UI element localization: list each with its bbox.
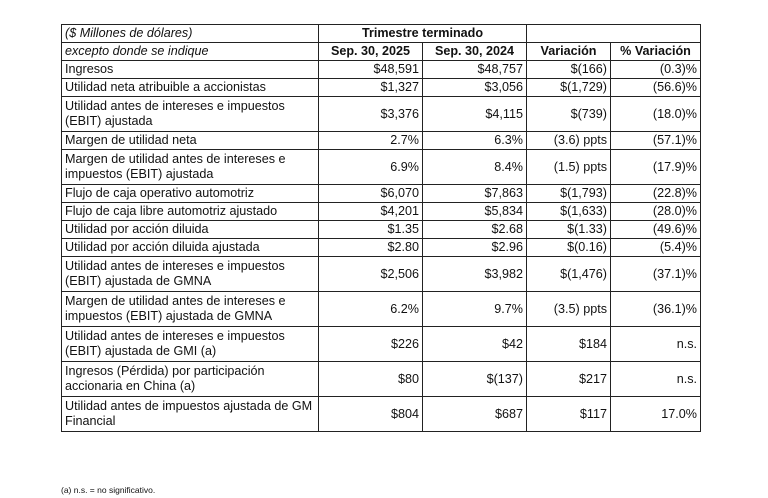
table-row — [62, 239, 701, 257]
value-variation: $(166) — [527, 61, 611, 79]
value-2025: $804 — [319, 397, 423, 432]
value-2024: $2.68 — [423, 221, 527, 239]
units-line-2: excepto donde se indique — [62, 43, 319, 61]
row-label: Utilidad antes de intereses e impuestos (EBIT) ajustada de GMI (a) — [62, 327, 319, 362]
table-row — [62, 362, 701, 397]
value-2024: $48,757 — [423, 61, 527, 79]
value-variation: (3.6) ppts — [527, 132, 611, 150]
table-row — [62, 61, 701, 79]
value-2025: $226 — [319, 327, 423, 362]
value-variation: $(1,633) — [527, 203, 611, 221]
value-variation: (1.5) ppts — [527, 150, 611, 185]
value-pct-variation: (36.1)% — [611, 292, 701, 327]
value-2024: $5,834 — [423, 203, 527, 221]
row-label: Margen de utilidad antes de intereses e impuestos (EBIT) ajustada — [62, 150, 319, 185]
value-pct-variation: (49.6)% — [611, 221, 701, 239]
row-label: Margen de utilidad antes de intereses e impuestos (EBIT) ajustada de GMNA — [62, 292, 319, 327]
row-label: Utilidad por acción diluida — [62, 221, 319, 239]
value-2025: $6,070 — [319, 185, 423, 203]
value-2025: 2.7% — [319, 132, 423, 150]
value-2024: 8.4% — [423, 150, 527, 185]
row-label: Utilidad por acción diluida ajustada — [62, 239, 319, 257]
value-pct-variation: n.s. — [611, 327, 701, 362]
row-label: Flujo de caja operativo automotriz — [62, 185, 319, 203]
table-row — [62, 185, 701, 203]
value-variation: $(0.16) — [527, 239, 611, 257]
column-header-pct-variation: % Variación — [611, 43, 701, 61]
row-label: Utilidad antes de intereses e impuestos (EBIT) ajustada — [62, 97, 319, 132]
value-2025: $2,506 — [319, 257, 423, 292]
value-pct-variation: (57.1)% — [611, 132, 701, 150]
value-2024: $3,056 — [423, 79, 527, 97]
row-label: Utilidad antes de impuestos ajustada de GM Financial — [62, 397, 319, 432]
value-variation: (3.5) ppts — [527, 292, 611, 327]
table-row — [62, 327, 701, 362]
value-2025: $48,591 — [319, 61, 423, 79]
value-2025: $1,327 — [319, 79, 423, 97]
value-pct-variation: (18.0)% — [611, 97, 701, 132]
table-row — [62, 97, 701, 132]
value-2024: 9.7% — [423, 292, 527, 327]
table-row — [62, 397, 701, 432]
value-variation: $217 — [527, 362, 611, 397]
table-row — [62, 132, 701, 150]
value-pct-variation: (28.0)% — [611, 203, 701, 221]
value-variation: $(1,793) — [527, 185, 611, 203]
units-line-1: ($ Millones de dólares) — [62, 25, 319, 43]
value-variation: $(1,476) — [527, 257, 611, 292]
value-2025: $4,201 — [319, 203, 423, 221]
value-2025: $1.35 — [319, 221, 423, 239]
table-row — [62, 221, 701, 239]
value-2025: $2.80 — [319, 239, 423, 257]
row-label: Margen de utilidad neta — [62, 132, 319, 150]
row-label: Ingresos — [62, 61, 319, 79]
value-2024: $7,863 — [423, 185, 527, 203]
value-variation: $(739) — [527, 97, 611, 132]
value-2025: 6.9% — [319, 150, 423, 185]
value-2025: $3,376 — [319, 97, 423, 132]
value-pct-variation: (22.8)% — [611, 185, 701, 203]
value-2025: $80 — [319, 362, 423, 397]
value-2024: $687 — [423, 397, 527, 432]
row-label: Ingresos (Pérdida) por participación accionaria en China (a) — [62, 362, 319, 397]
column-header-2025: Sep. 30, 2025 — [319, 43, 423, 61]
row-label: Utilidad antes de intereses e impuestos (EBIT) ajustada de GMNA — [62, 257, 319, 292]
row-label: Flujo de caja libre automotriz ajustado — [62, 203, 319, 221]
value-pct-variation: (17.9)% — [611, 150, 701, 185]
value-2024: $(137) — [423, 362, 527, 397]
value-2024: 6.3% — [423, 132, 527, 150]
group-header-blank — [527, 25, 701, 43]
column-header-variation: Variación — [527, 43, 611, 61]
value-pct-variation: (0.3)% — [611, 61, 701, 79]
value-variation: $184 — [527, 327, 611, 362]
table-row — [62, 150, 701, 185]
value-pct-variation: (56.6)% — [611, 79, 701, 97]
value-2024: $4,115 — [423, 97, 527, 132]
financial-summary-table — [61, 24, 701, 432]
group-header: Trimestre terminado — [319, 25, 527, 43]
table-row — [62, 257, 701, 292]
table-row — [62, 203, 701, 221]
value-pct-variation: 17.0% — [611, 397, 701, 432]
table-row — [62, 292, 701, 327]
value-pct-variation: (37.1)% — [611, 257, 701, 292]
table-row — [62, 79, 701, 97]
value-2024: $3,982 — [423, 257, 527, 292]
column-header-2024: Sep. 30, 2024 — [423, 43, 527, 61]
row-label: Utilidad neta atribuible a accionistas — [62, 79, 319, 97]
value-variation: $(1.33) — [527, 221, 611, 239]
value-pct-variation: (5.4)% — [611, 239, 701, 257]
value-2024: $42 — [423, 327, 527, 362]
value-variation: $(1,729) — [527, 79, 611, 97]
value-variation: $117 — [527, 397, 611, 432]
footnote: (a) n.s. = no significativo. — [61, 485, 156, 495]
value-pct-variation: n.s. — [611, 362, 701, 397]
value-2024: $2.96 — [423, 239, 527, 257]
table-body — [62, 61, 701, 432]
value-2025: 6.2% — [319, 292, 423, 327]
